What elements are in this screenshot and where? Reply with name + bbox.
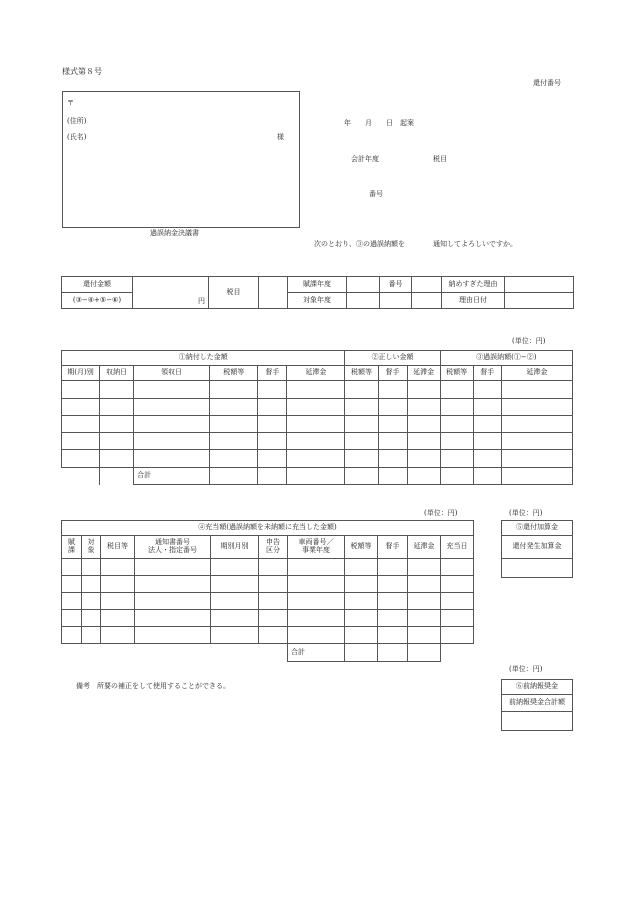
form-number: 様式第８号	[62, 67, 102, 76]
overpaid-amount-header: ③過誤納額(①−②)	[440, 351, 572, 366]
col-late-3: 延滞金	[501, 366, 572, 381]
col-tax-1: 税額等	[210, 366, 258, 381]
table-row	[62, 398, 573, 415]
col-fee: 督手	[378, 536, 408, 559]
payment-table	[61, 350, 573, 485]
col-late-1: 延滞金	[287, 366, 345, 381]
name-label: (氏名)	[67, 133, 87, 141]
summary-tax-item: 税目	[209, 277, 259, 309]
table-row	[62, 610, 474, 627]
remarks: 備考 所要の補正をして使用することができる。	[76, 682, 230, 690]
date-line: 年 月 日 起案	[344, 119, 414, 127]
col-tax-2: 税額等	[345, 366, 378, 381]
refund-number-label: 還付番号	[533, 79, 561, 87]
paid-amount-header: ①納付した金額	[62, 351, 345, 366]
col-allocation-date: 充当日	[441, 536, 474, 559]
allocation-table	[61, 520, 474, 662]
unit-label-4: (単位：円)	[509, 665, 543, 673]
target-year-label: 対象年度	[288, 293, 347, 309]
reason-date-label: 理由日付	[442, 293, 505, 309]
table2-header-row	[62, 536, 474, 559]
address-box	[62, 91, 300, 228]
table-row	[62, 559, 474, 576]
number-label: 番号	[369, 190, 383, 198]
col-fee-3: 督手	[473, 366, 501, 381]
table-row	[62, 627, 474, 644]
col-tax: 税額等	[345, 536, 378, 559]
table-row	[62, 576, 474, 593]
table1-total-label: 合計	[134, 467, 210, 484]
postal-mark: 〒	[67, 99, 74, 107]
unit-label-3: (単位：円)	[509, 509, 543, 517]
summary-number-value	[412, 277, 442, 293]
honorific: 様	[277, 133, 284, 141]
col-vehicle: 車両番号／ 事業年度	[288, 536, 345, 559]
prepayment-reward-value	[502, 712, 573, 731]
document-title: 過誤納金決議書	[150, 229, 199, 237]
notice-text: 次のとおり、③の過誤納額を 通知してよろしいですか。	[314, 240, 517, 248]
yen-label: 円	[198, 297, 205, 306]
levy-year-value	[347, 277, 380, 293]
col-period-month: 期別月別	[211, 536, 259, 559]
col-late: 延滞金	[408, 536, 441, 559]
table2-total-label: 合計	[288, 644, 345, 662]
table-row	[62, 415, 573, 432]
overpaid-reason-label: 納めすぎた理由	[442, 277, 505, 293]
target-year-value	[347, 293, 380, 309]
allocation-title: ④充当額(過誤納額を未納額に充当した金額)	[62, 521, 474, 536]
col-fee-2: 督手	[378, 366, 407, 381]
refund-amount-label: 還付金額	[62, 277, 133, 293]
unit-label-1: (単位：円)	[512, 337, 546, 345]
address-label: (住所)	[67, 117, 87, 125]
refund-formula: (③−④+⑤−⑥)	[62, 293, 133, 309]
refund-addition-box	[501, 520, 573, 578]
col-tax-item: 税目等	[101, 536, 135, 559]
fiscal-year-label: 会計年度	[351, 155, 379, 163]
col-fee-1: 督手	[258, 366, 287, 381]
summary-table	[61, 276, 574, 309]
col-tax-3: 税額等	[440, 366, 473, 381]
unit-label-2: (単位：円)	[424, 509, 458, 517]
table2-total-row	[62, 644, 474, 662]
refund-addition-title: ⑤還付加算金	[502, 521, 573, 536]
prepayment-reward-title: ⑥前納報奨金	[502, 680, 573, 695]
refund-addition-value	[502, 559, 573, 578]
table1-total-row	[62, 467, 573, 484]
prepayment-reward-box	[501, 679, 573, 731]
col-late-2: 延滞金	[407, 366, 440, 381]
refund-addition-sub: 還付発生加算金	[502, 536, 573, 559]
table-row	[62, 381, 573, 398]
col-received-date: 領収日	[134, 366, 210, 381]
levy-year-label: 賦課年度	[288, 277, 347, 293]
overpaid-reason-value	[505, 277, 574, 293]
table-row	[62, 450, 573, 467]
refund-amount-value	[133, 277, 209, 309]
reason-date-value	[505, 293, 574, 309]
table-row	[62, 593, 474, 610]
col-receipt-date: 収納日	[100, 366, 134, 381]
table1-header-row	[62, 366, 573, 381]
tax-item-label: 税目	[433, 155, 447, 163]
col-period: 期(月)別	[62, 366, 100, 381]
summary-tax-item-value	[259, 277, 288, 309]
summary-number-label: 番号	[380, 277, 412, 293]
prepayment-reward-sub: 前納報奨金合計額	[502, 695, 573, 712]
correct-amount-header: ②正しい金額	[345, 351, 440, 366]
table-row	[62, 433, 573, 450]
col-declaration: 申告 区分	[259, 536, 288, 559]
col-target: 対 象	[82, 536, 101, 559]
col-levy: 賦 課	[62, 536, 82, 559]
col-notice-number: 通知書番号 法人・指定番号	[135, 536, 211, 559]
